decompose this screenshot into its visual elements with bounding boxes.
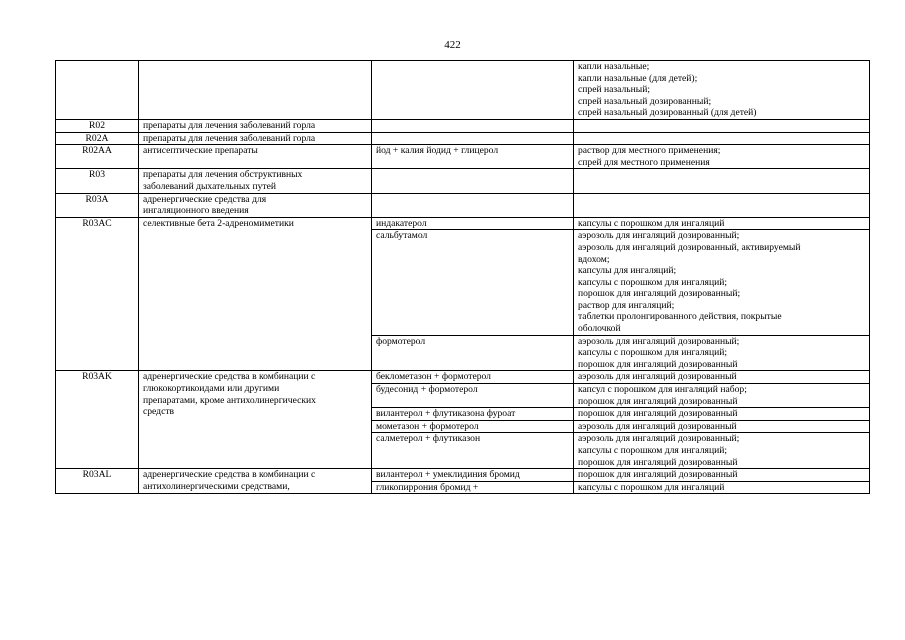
group-cell-line: препараты для лечения обструктивных bbox=[143, 169, 303, 181]
group-cell bbox=[139, 61, 372, 120]
group-cell-line: препаратами, кроме антихолинергических bbox=[143, 394, 316, 406]
form-cell bbox=[574, 481, 870, 494]
form-cell-line: капли назальные; bbox=[578, 61, 650, 72]
group-cell-line: селективные бета 2-адреномиметики bbox=[143, 217, 294, 229]
form-cell bbox=[574, 132, 870, 145]
inn-cell bbox=[372, 193, 574, 217]
group-cell bbox=[139, 193, 372, 217]
group-cell-line: ингаляционного введения bbox=[143, 205, 249, 217]
group-cell-line: антихолинергическими средствами, bbox=[143, 480, 290, 492]
form-cell-line: спрей назальный; bbox=[578, 84, 651, 96]
form-cell-line: раствор для ингаляций; bbox=[578, 299, 675, 311]
form-cell bbox=[574, 384, 870, 408]
inn-cell-line: будесонид + формотерол bbox=[376, 384, 478, 396]
form-cell-line: спрей для местного применения bbox=[578, 156, 710, 168]
table-row bbox=[56, 145, 870, 169]
inn-cell bbox=[372, 433, 574, 469]
group-cell bbox=[139, 469, 372, 494]
form-cell bbox=[574, 408, 870, 421]
atc-code-cell: R02AA bbox=[56, 145, 139, 169]
group-cell-line: адренергические средства в комбинации с bbox=[143, 371, 316, 383]
atc-code-cell: R03AC bbox=[56, 217, 139, 371]
group-cell-line: средств bbox=[143, 406, 175, 418]
form-cell-line: капсулы с порошком для ингаляций; bbox=[578, 276, 728, 288]
atc-code-cell: R02A bbox=[56, 132, 139, 145]
drug-table bbox=[55, 60, 870, 494]
group-cell-line: препараты для лечения заболеваний горла bbox=[143, 119, 316, 131]
form-cell-line: аэрозоль для ингаляций дозированный bbox=[578, 420, 737, 432]
group-cell-line: адренергические средства для bbox=[143, 193, 267, 205]
form-cell bbox=[574, 433, 870, 469]
atc-code-cell: R02 bbox=[56, 119, 139, 132]
form-cell-line: аэрозоль для ингаляций дозированный bbox=[578, 371, 737, 383]
inn-cell-line: вилантерол + флутиказона фуроат bbox=[376, 408, 516, 420]
form-cell bbox=[574, 145, 870, 169]
inn-cell bbox=[372, 371, 574, 384]
inn-cell-line: индакатерол bbox=[376, 217, 427, 229]
inn-cell-line: салметерол + флутиказон bbox=[376, 433, 481, 445]
inn-cell bbox=[372, 145, 574, 169]
group-cell bbox=[139, 119, 372, 132]
inn-cell-line: мометазон + формотерол bbox=[376, 420, 479, 432]
table-row bbox=[56, 469, 870, 482]
form-cell bbox=[574, 119, 870, 132]
group-cell bbox=[139, 132, 372, 145]
form-cell-line: капсулы с порошком для ингаляций; bbox=[578, 347, 728, 359]
group-cell bbox=[139, 169, 372, 193]
form-cell-line: раствор для местного применения; bbox=[578, 145, 721, 157]
inn-cell bbox=[372, 230, 574, 335]
form-cell-line: аэрозоль для ингаляций дозированный; bbox=[578, 433, 740, 445]
inn-cell bbox=[372, 217, 574, 230]
inn-cell bbox=[372, 420, 574, 433]
inn-cell bbox=[372, 61, 574, 120]
page-number: 422 bbox=[444, 39, 461, 51]
group-cell-line: адренергические средства в комбинации с bbox=[143, 469, 316, 481]
form-cell-line: капсулы с порошком для ингаляций bbox=[578, 217, 725, 229]
form-cell bbox=[574, 61, 870, 120]
atc-code-cell: R03AK bbox=[56, 371, 139, 469]
form-cell-line: капсулы для ингаляций; bbox=[578, 265, 677, 277]
group-cell-line: глюкокортикоидами или другими bbox=[143, 383, 280, 395]
form-cell-line: аэрозоль для ингаляций дозированный; bbox=[578, 335, 740, 347]
inn-cell bbox=[372, 335, 574, 371]
form-cell bbox=[574, 169, 870, 193]
form-cell-line: капсулы с порошком для ингаляций; bbox=[578, 445, 728, 456]
table-row bbox=[56, 169, 870, 193]
form-cell-line: аэрозоль для ингаляций дозированный; bbox=[578, 230, 740, 242]
form-cell bbox=[574, 230, 870, 335]
inn-cell-line: гликопиррония бромид + bbox=[376, 481, 479, 493]
form-cell-line: капсулы с порошком для ингаляций bbox=[578, 481, 725, 493]
atc-code-cell: R03 bbox=[56, 169, 139, 193]
table-row bbox=[56, 61, 870, 120]
inn-cell bbox=[372, 169, 574, 193]
form-cell bbox=[574, 420, 870, 433]
atc-code-cell: R03A bbox=[56, 193, 139, 217]
form-cell-line: порошок для ингаляций дозированный; bbox=[578, 288, 741, 300]
group-cell-line: заболеваний дыхательных путей bbox=[143, 180, 277, 192]
atc-code-cell bbox=[56, 61, 139, 120]
form-cell-line: порошок для ингаляций дозированный bbox=[578, 469, 738, 481]
inn-cell-line: сальбутамол bbox=[376, 230, 428, 242]
group-cell bbox=[139, 371, 372, 469]
table-row bbox=[56, 132, 870, 145]
table-row bbox=[56, 119, 870, 132]
group-cell-line: антисептические препараты bbox=[143, 145, 258, 157]
group-cell bbox=[139, 217, 372, 371]
form-cell-line: порошок для ингаляций дозированный bbox=[578, 395, 738, 407]
form-cell bbox=[574, 217, 870, 230]
inn-cell bbox=[372, 384, 574, 408]
inn-cell-line: йод + калия йодид + глицерол bbox=[376, 145, 499, 157]
inn-cell-line: беклометазон + формотерол bbox=[376, 371, 491, 383]
form-cell-line: порошок для ингаляций дозированный bbox=[578, 358, 738, 370]
form-cell-line: капсул с порошком для ингаляций набор; bbox=[578, 384, 747, 396]
inn-cell bbox=[372, 481, 574, 494]
form-cell-line: порошок для ингаляций дозированный bbox=[578, 408, 738, 420]
atc-code-cell: R03AL bbox=[56, 469, 139, 494]
inn-cell bbox=[372, 119, 574, 132]
inn-cell-line: вилантерол + умеклидиния бромид bbox=[376, 469, 520, 481]
form-cell-line: капли назальные (для детей); bbox=[578, 72, 698, 84]
table-row bbox=[56, 217, 870, 230]
table-row bbox=[56, 371, 870, 384]
form-cell-line: аэрозоль для ингаляций дозированный, активируемый bbox=[578, 241, 801, 253]
form-cell-line: вдохом; bbox=[578, 253, 610, 265]
form-cell bbox=[574, 469, 870, 482]
group-cell-line: препараты для лечения заболеваний горла bbox=[143, 132, 316, 144]
form-cell bbox=[574, 371, 870, 384]
form-cell bbox=[574, 193, 870, 217]
form-cell-line: оболочкой bbox=[578, 323, 621, 335]
table-row bbox=[56, 193, 870, 217]
inn-cell bbox=[372, 408, 574, 421]
inn-cell-line: формотерол bbox=[376, 335, 426, 347]
form-cell bbox=[574, 335, 870, 371]
form-cell-line: спрей назальный дозированный (для детей) bbox=[578, 107, 757, 119]
form-cell-line: порошок для ингаляций дозированный bbox=[578, 456, 738, 468]
form-cell-line: таблетки пролонгированного действия, покрытые bbox=[578, 311, 782, 323]
group-cell bbox=[139, 145, 372, 169]
inn-cell bbox=[372, 469, 574, 482]
inn-cell bbox=[372, 132, 574, 145]
form-cell-line: спрей назальный дозированный; bbox=[578, 95, 712, 107]
